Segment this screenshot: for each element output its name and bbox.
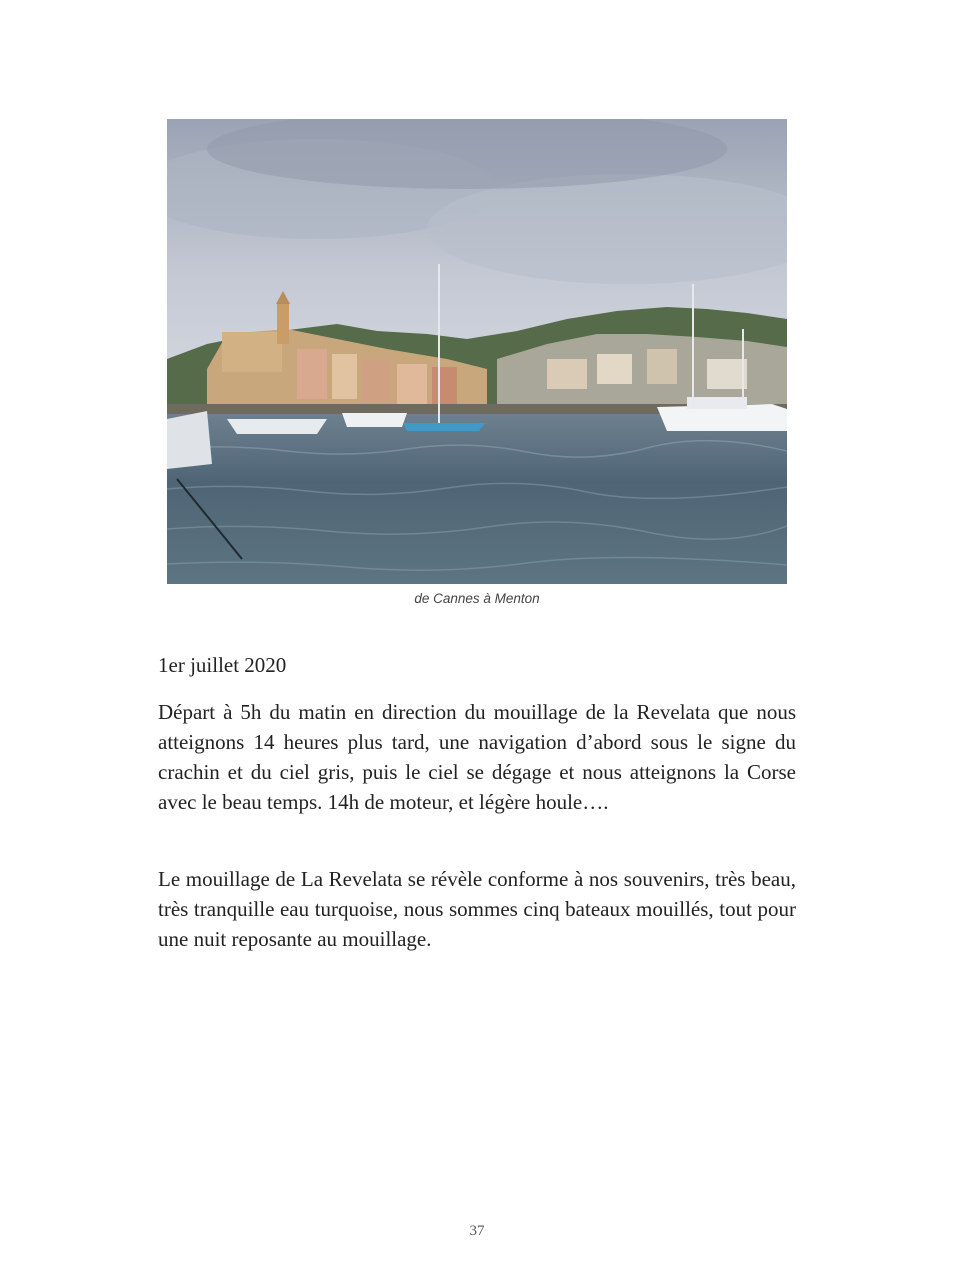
- paragraph-1: Départ à 5h du matin en direction du mouillage de la Revelata que nous atteignons 14 heures plus tard, une navigation d’abord sous le signe du crachin et du ciel gris, puis le ciel se dégage et nous atteignons la Corse avec le beau temps. 14h de moteur, et légère houle….: [158, 700, 796, 814]
- page-number: 37: [469, 1223, 485, 1239]
- entry-date: 1er juillet 2020: [158, 653, 287, 677]
- figure-caption: de Cannes à Menton: [414, 591, 540, 606]
- paragraph-2: Le mouillage de La Revelata se révèle conforme à nos souvenirs, très beau, très tranquille eau turquoise, nous sommes cinq bateaux mouillés, tout pour une nuit reposante au mouillage.: [158, 867, 796, 951]
- harbor-photo: [167, 119, 787, 584]
